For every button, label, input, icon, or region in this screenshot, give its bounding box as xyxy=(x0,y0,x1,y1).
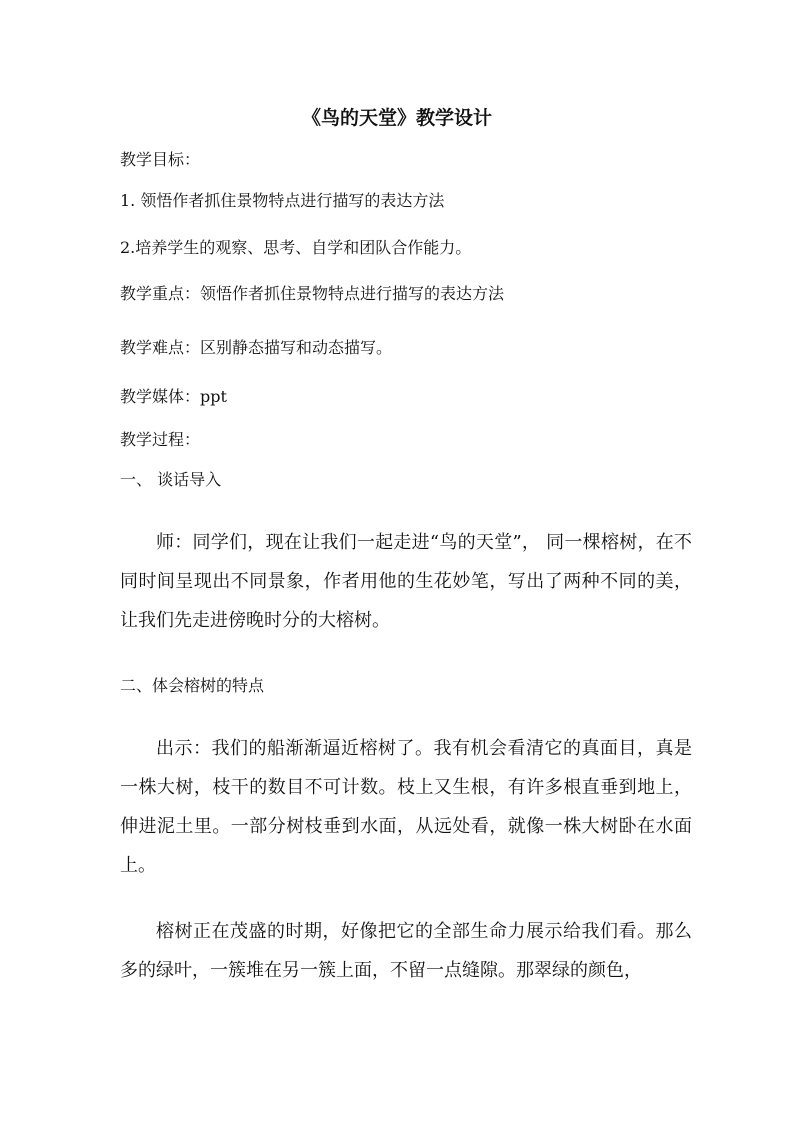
section-2-heading: 二、体会榕树的特点 xyxy=(120,676,265,695)
objective-item-1: 1. 领悟作者抓住景物特点进行描写的表达方法 xyxy=(120,191,445,210)
objective-item-2: 2.培养学生的观察、思考、自学和团队合作能力。 xyxy=(120,238,472,257)
teaching-media: 教学媒体：ppt xyxy=(120,387,227,406)
document-title: 《鸟的天堂》教学设计 xyxy=(301,107,492,129)
key-point: 教学重点：领悟作者抓住景物特点进行描写的表达方法 xyxy=(120,284,505,303)
section-1-paragraph: 师：同学们，现在让我们一起走进“鸟的天堂”， 同一棵榕树，在不同时间呈现出不同景象，作者用他的生花妙笔，写出了两种不同的美，让我们先走进傍晚时分的大榕树。 xyxy=(120,532,692,631)
difficulty: 教学难点：区别静态描写和动态描写。 xyxy=(120,338,393,357)
process-label: 教学过程： xyxy=(120,430,201,449)
section-2-paragraph-2: 榕树正在茂盛的时期，好像把它的全部生命力展示给我们看。那么多的绿叶，一簇堆在另一簇上面，不留一点缝隙。那翠绿的颜色， xyxy=(120,921,692,981)
section-2-paragraph-1: 出示：我们的船渐渐逼近榕树了。我有机会看清它的真面目，真是一株大树，枝干的数目不可计数。枝上又生根，有许多根直垂到地上，伸进泥土里。一部分树枝垂到水面，从远处看，就像一株大树卧在水面上。 xyxy=(120,738,692,876)
section-1-heading: 一、 谈话导入 xyxy=(120,470,222,489)
objectives-label: 教学目标： xyxy=(120,150,201,169)
